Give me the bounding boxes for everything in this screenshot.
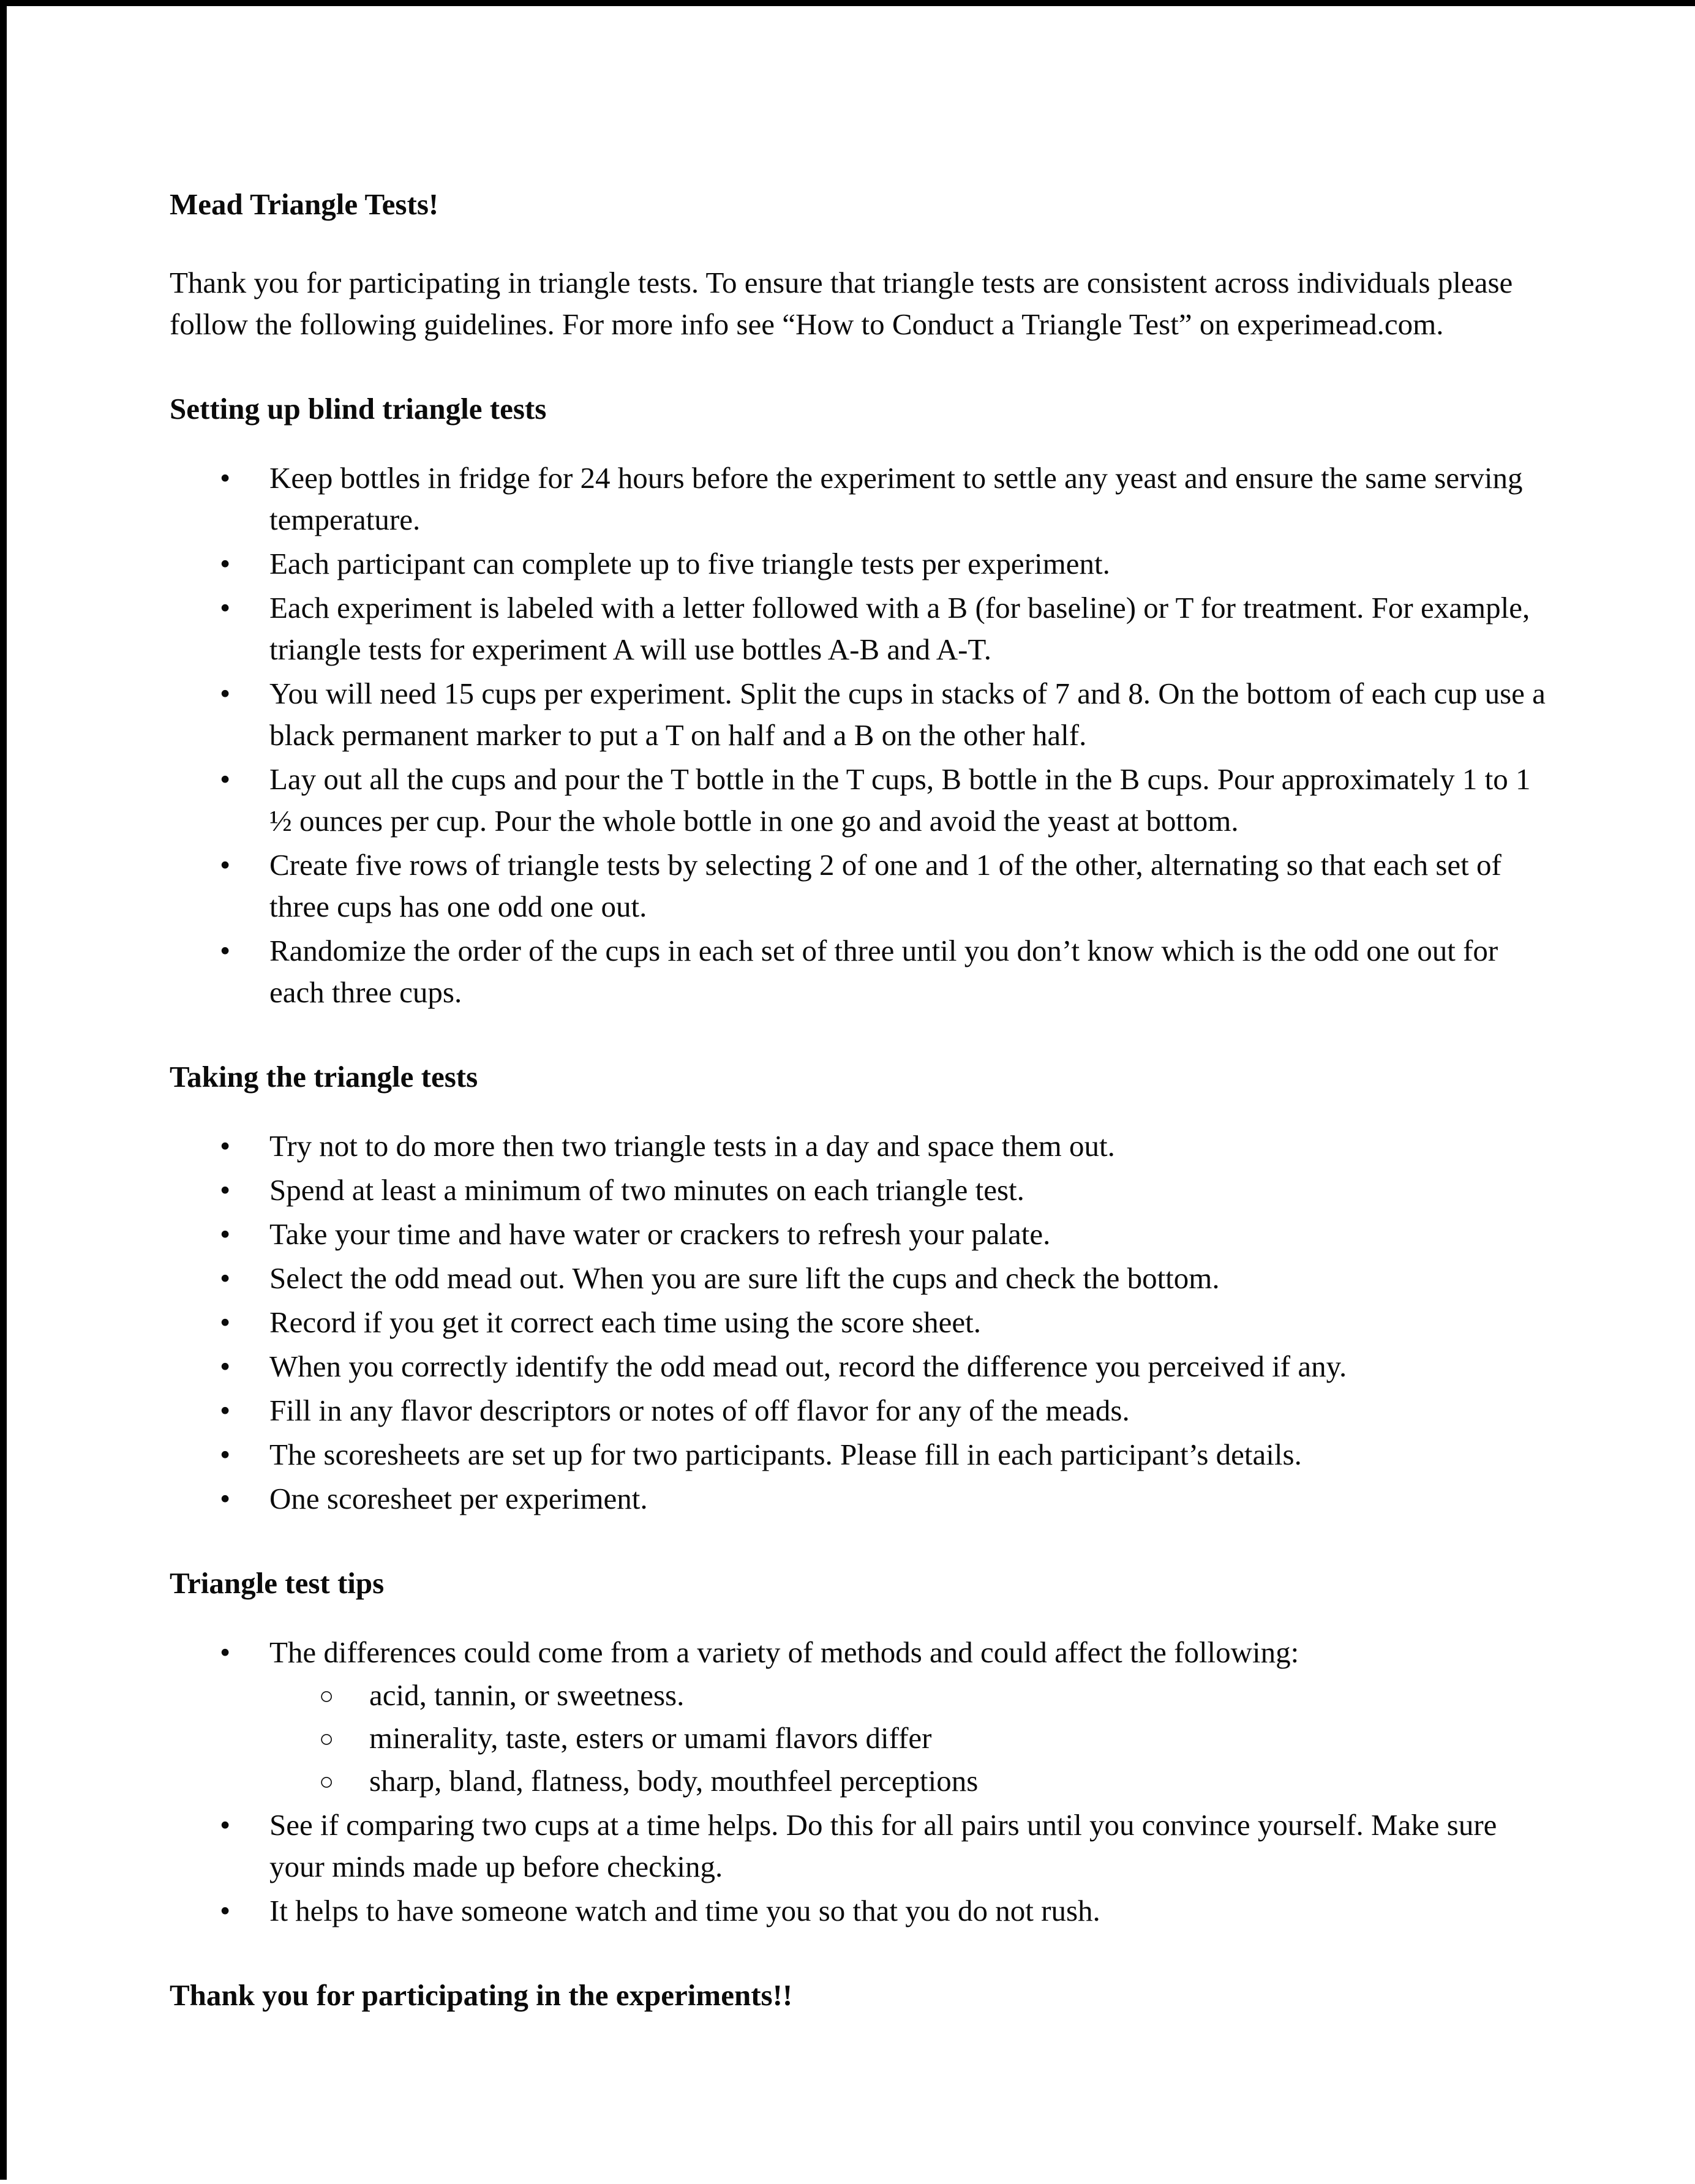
- section-tips: [170, 1563, 1554, 1932]
- bullet-list: [170, 457, 1554, 1013]
- list-item: [170, 1258, 1554, 1299]
- list-item-text: The scoresheets are set up for two participants. Please fill in each participant’s details.: [269, 1438, 1302, 1471]
- section-taking: [170, 1056, 1554, 1520]
- list-item: [170, 1434, 1554, 1476]
- list-item-text: It helps to have someone watch and time you so that you do not rush.: [269, 1894, 1100, 1927]
- list-item-text: Record if you get it correct each time using the score sheet.: [269, 1305, 981, 1339]
- list-item: [170, 1346, 1554, 1387]
- closing-text: Thank you for participating in the experiments!!: [170, 1978, 793, 2012]
- list-item: [170, 930, 1554, 1013]
- list-item-text: Try not to do more then two triangle tests in a day and space them out.: [269, 1129, 1115, 1163]
- list-item-text: Create five rows of triangle tests by selecting 2 of one and 1 of the other, alternating so that each set of three cups has one odd one out.: [269, 848, 1501, 923]
- list-item-text: Each experiment is labeled with a letter followed with a B (for baseline) or T for treatment. For example, triangle tests for experiment A will use bottles A-B and A-T.: [269, 591, 1530, 666]
- list-item: [170, 1125, 1554, 1167]
- list-item-text: Lay out all the cups and pour the T bottle in the T cups, B bottle in the B cups. Pour approximately 1 to 1 ½ ounces per cup. Pour the whole bottle in one go and avoid the yeast at bottom.: [269, 762, 1531, 838]
- list-item-text: See if comparing two cups at a time helps. Do this for all pairs until you convince yourself. Make sure your minds made up before checking.: [269, 1808, 1497, 1883]
- list-item-text: Take your time and have water or crackers to refresh your palate.: [269, 1217, 1051, 1251]
- list-item: [170, 1890, 1554, 1932]
- list-item: [170, 759, 1554, 842]
- sub-list: [269, 1675, 1554, 1802]
- list-item-text: Keep bottles in fridge for 24 hours before the experiment to settle any yeast and ensure the same serving temperature.: [269, 461, 1523, 536]
- document-content: [170, 184, 1554, 2016]
- bullet-list: [170, 1125, 1554, 1520]
- section-heading: Taking the triangle tests: [170, 1060, 478, 1094]
- sub-list-item: ○ acid, tannin, or sweetness.: [269, 1675, 1554, 1716]
- list-item-text: Each participant can complete up to five triangle tests per experiment.: [269, 547, 1110, 580]
- list-item: [170, 1390, 1554, 1432]
- bullet-list: [170, 1632, 1554, 1932]
- list-item: [170, 1169, 1554, 1211]
- list-item-text: Fill in any flavor descriptors or notes of off flavor for any of the meads.: [269, 1394, 1130, 1427]
- list-item: [170, 457, 1554, 541]
- list-item: [170, 1632, 1554, 1802]
- list-item: [170, 1214, 1554, 1255]
- intro-paragraph: Thank you for participating in triangle tests. To ensure that triangle tests are consistent across individuals please follow the following guidelines. For more info see “How to Conduct a Triangle Test” on experimead.com.: [170, 266, 1513, 341]
- list-item: [170, 1804, 1554, 1888]
- scan-edge-top: [0, 0, 1695, 6]
- scan-edge-left: [0, 0, 7, 2180]
- section-heading: Triangle test tips: [170, 1566, 385, 1600]
- list-item: [170, 543, 1554, 585]
- list-item-text: You will need 15 cups per experiment. Split the cups in stacks of 7 and 8. On the bottom of each cup use a black permanent marker to put a T on half and a B on the other half.: [269, 677, 1546, 752]
- sub-list-item: ○ sharp, bland, flatness, body, mouthfeel perceptions: [269, 1760, 1554, 1802]
- sub-list-item: ○ minerality, taste, esters or umami flavors differ: [269, 1717, 1554, 1759]
- list-item-text: One scoresheet per experiment.: [269, 1482, 648, 1515]
- list-item-text: Randomize the order of the cups in each set of three until you don’t know which is the odd one out for each three cups.: [269, 934, 1498, 1009]
- list-item: [170, 1478, 1554, 1520]
- list-item-text: When you correctly identify the odd mead out, record the difference you perceived if any.: [269, 1349, 1347, 1383]
- list-item: [170, 844, 1554, 928]
- section-heading: Setting up blind triangle tests: [170, 392, 547, 426]
- list-item-text: Select the odd mead out. When you are sure lift the cups and check the bottom.: [269, 1261, 1220, 1295]
- list-item: [170, 673, 1554, 756]
- document-title: Mead Triangle Tests!: [170, 187, 439, 221]
- list-item-text: The differences could come from a variety of methods and could affect the following:: [269, 1635, 1299, 1669]
- list-item: [170, 587, 1554, 670]
- section-setup: [170, 388, 1554, 1013]
- list-item: [170, 1302, 1554, 1343]
- list-item-text: Spend at least a minimum of two minutes on each triangle test.: [269, 1173, 1024, 1207]
